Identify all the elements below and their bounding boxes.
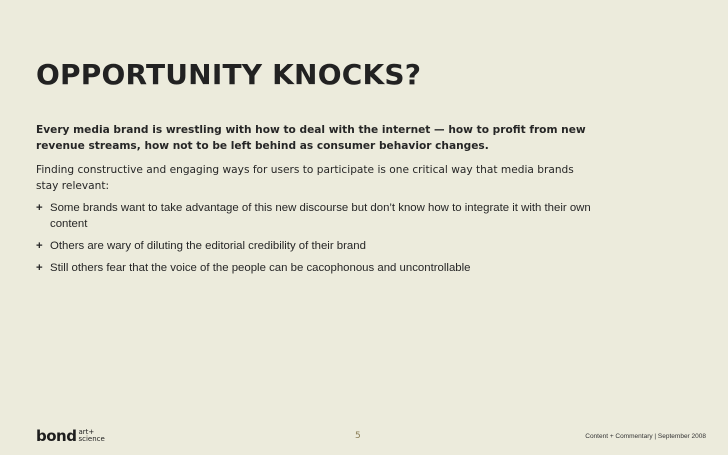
plus-icon: + bbox=[36, 262, 43, 274]
slide-body bbox=[36, 122, 596, 282]
plus-icon: + bbox=[36, 240, 43, 252]
bond-logo bbox=[36, 428, 105, 444]
footer-note: Content + Commentary | September 2008 bbox=[585, 433, 706, 440]
plus-icon: + bbox=[36, 202, 43, 214]
page-number: 5 bbox=[355, 431, 361, 441]
logo-sub-bottom: science bbox=[78, 435, 105, 443]
bullet-text: Some brands want to take advantage of this new discourse but don’t know how to integrate it with their own content bbox=[50, 202, 591, 230]
bullet-item bbox=[36, 238, 596, 254]
logo-wordmark: bond bbox=[36, 427, 77, 445]
logo-subtext bbox=[78, 429, 104, 443]
lead-paragraph: Every media brand is wrestling with how to deal with the internet — how to profit from new revenue streams, how not to be left behind as consumer behavior changes. bbox=[36, 124, 586, 152]
bullet-text: Others are wary of diluting the editorial credibility of their brand bbox=[50, 240, 366, 252]
logo-sub-top: art+ bbox=[78, 428, 95, 436]
bullet-text: Still others fear that the voice of the people can be cacophonous and uncontrollable bbox=[50, 262, 471, 274]
slide-title: OPPORTUNITY KNOCKS? bbox=[36, 58, 422, 91]
bullet-item bbox=[36, 200, 596, 232]
intro-paragraph: Finding constructive and engaging ways for users to participate is one critical way that media brands stay relevant: bbox=[36, 164, 574, 192]
bullet-list bbox=[36, 200, 596, 276]
bullet-item bbox=[36, 260, 596, 276]
slide-footer bbox=[0, 425, 728, 451]
